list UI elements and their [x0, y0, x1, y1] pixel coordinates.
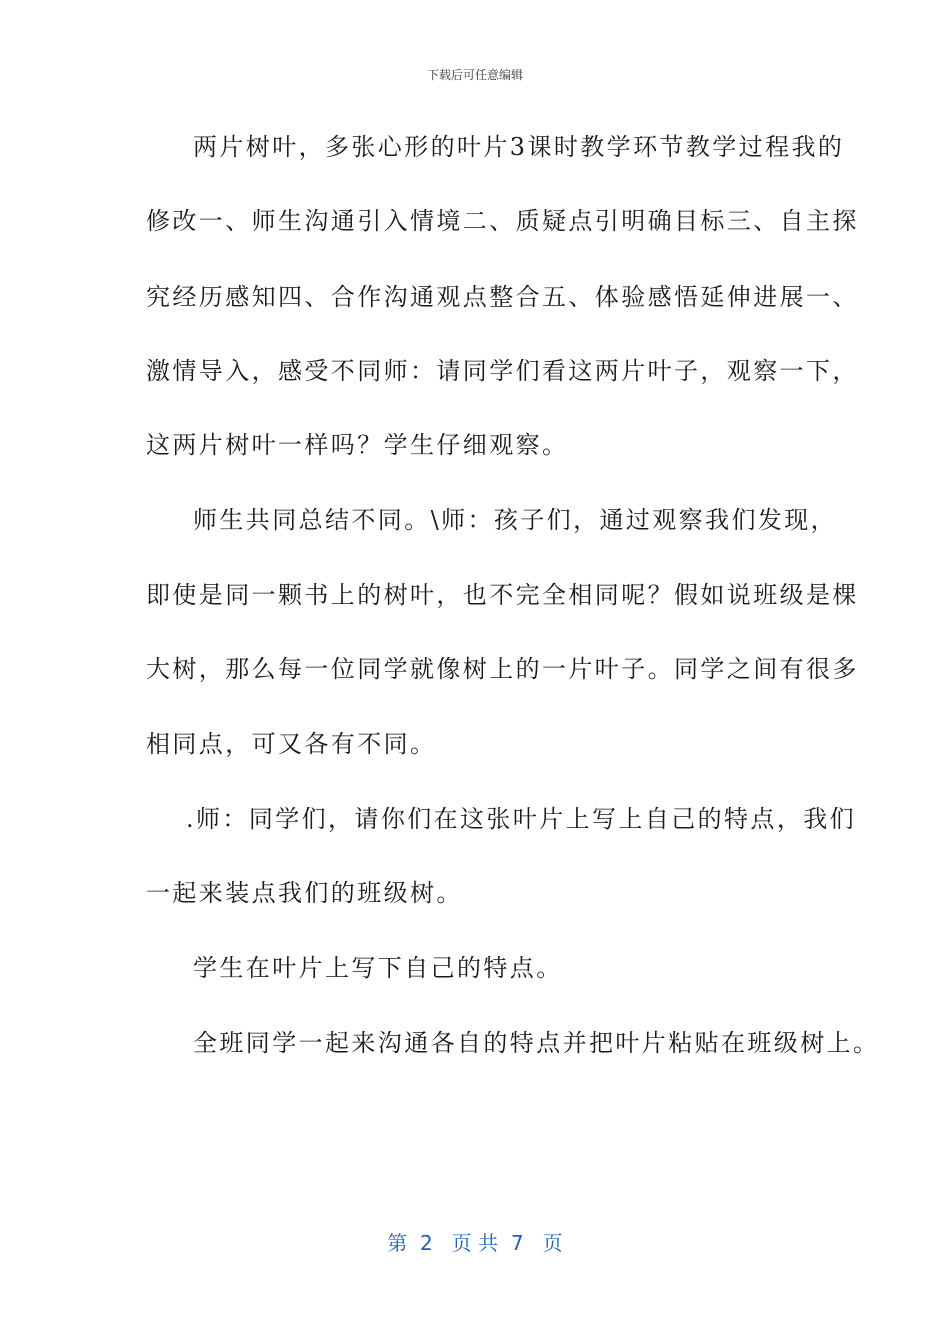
paragraph-line: 一起来装点我们的班级树。: [146, 879, 463, 907]
paragraph-line: 相同点，可又各有不同。: [146, 730, 437, 758]
paragraph-line: 全班同学一起来沟通各自的特点并把叶片粘贴在班级树上。: [193, 1029, 880, 1057]
paragraph-line: 两片树叶，多张心形的叶片3课时教学环节教学过程我的: [193, 133, 845, 161]
paragraph-line: 修改一、师生沟通引入情境二、质疑点引明确目标三、自主探: [146, 207, 859, 235]
page-number: 第 2 页 共 7 页: [387, 1231, 563, 1255]
paragraph-line: 究经历感知四、合作沟通观点整合五、体验感悟延伸进展一、: [146, 283, 859, 311]
paragraph-line: 大树，那么每一位同学就像树上的一片叶子。同学之间有很多: [146, 655, 859, 683]
paragraph-line: 激情导入，感受不同师：请同学们看这两片叶子，观察一下，: [146, 357, 859, 385]
header-note: 下载后可任意编辑: [426, 68, 523, 82]
paragraph-line: .师：同学们，请你们在这张叶片上写上自己的特点，我们: [186, 805, 857, 833]
paragraph-line: 即使是同一颗书上的树叶，也不完全相同呢？假如说班级是棵: [146, 581, 859, 609]
paragraph-line: 这两片树叶一样吗？学生仔细观察。: [146, 431, 569, 459]
paragraph-line: 学生在叶片上写下自己的特点。: [193, 954, 563, 982]
paragraph-line: 师生共同总结不同。\师：孩子们，通过观察我们发现，: [193, 506, 838, 534]
